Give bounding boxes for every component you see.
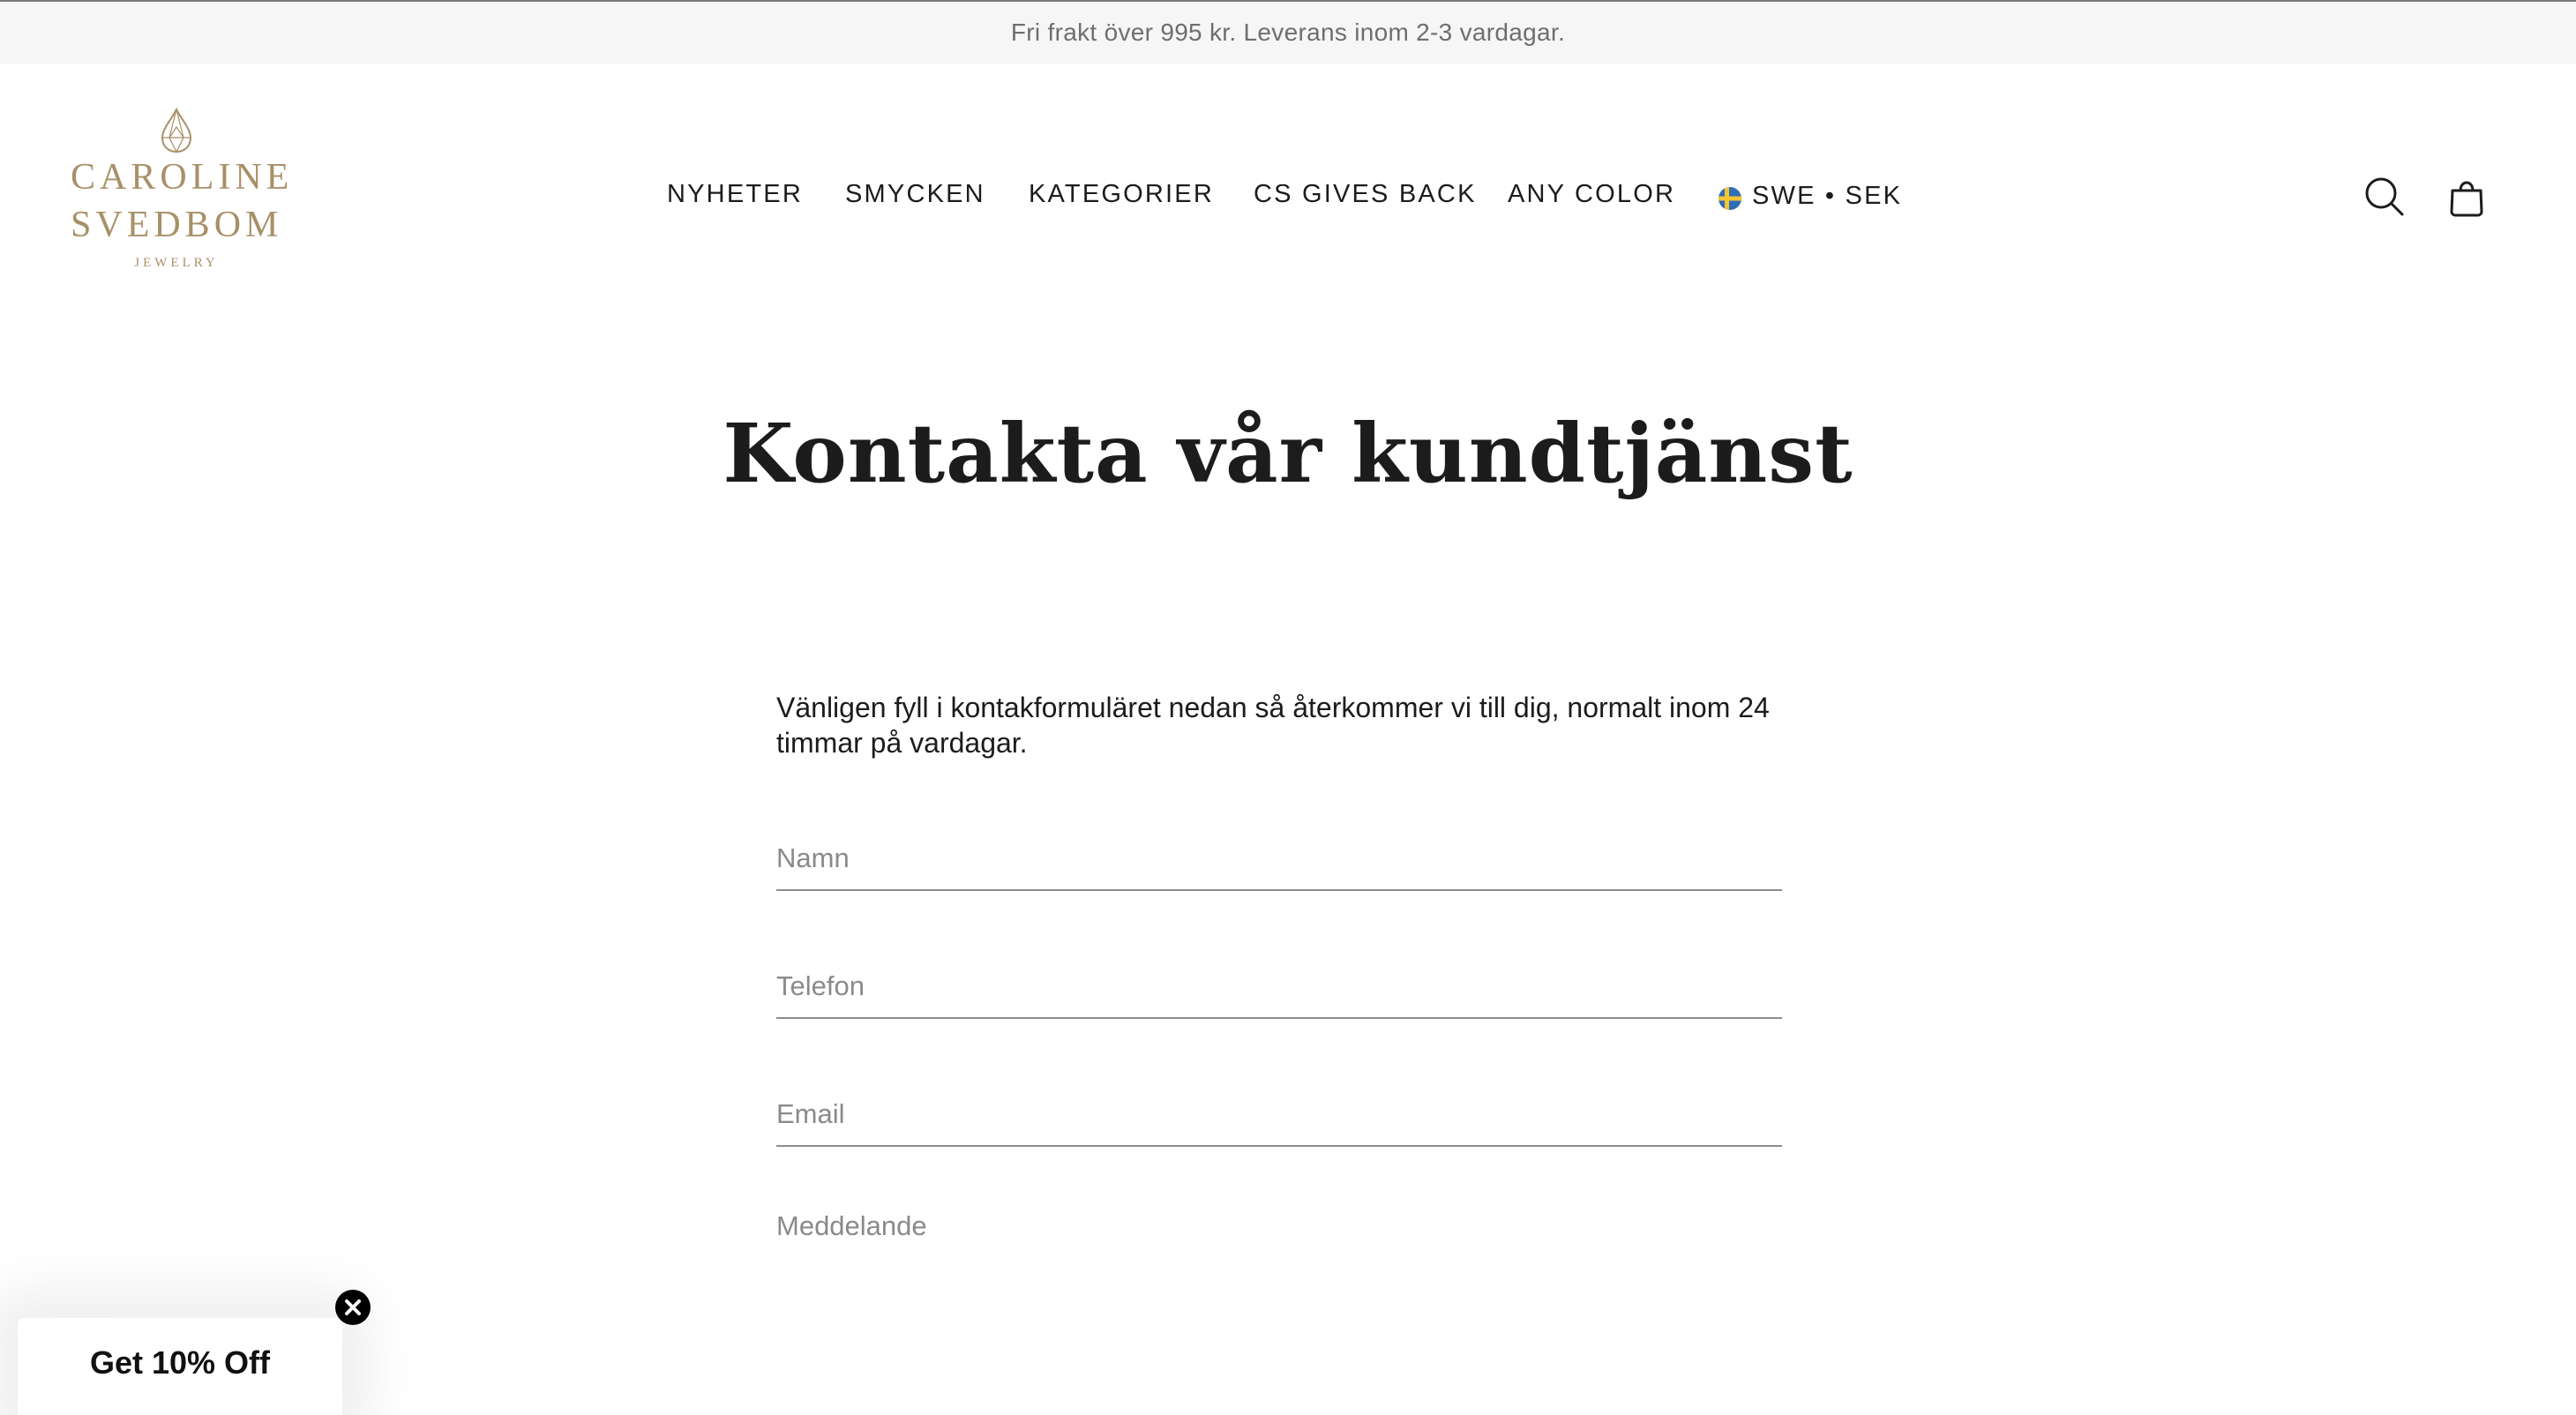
sweden-flag-icon <box>1719 187 1741 210</box>
intro-line-1: Vänligen fyll i kontakformuläret nedan så återkommer vi till dig, normalt inom 24 <box>776 692 1770 723</box>
nav-item-cs-gives-back[interactable]: CS GIVES BACK <box>1254 180 1477 208</box>
nav-item-nyheter[interactable]: NYHETER <box>667 180 803 208</box>
announcement-bar <box>0 0 2576 64</box>
page-title: Kontakta vår kundtjänst <box>723 406 1853 501</box>
site-header <box>0 64 2576 328</box>
email-field[interactable] <box>776 1083 1782 1147</box>
nav-item-smycken[interactable]: SMYCKEN <box>845 180 985 208</box>
brand-tagline: JEWELRY <box>134 256 219 270</box>
message-field[interactable] <box>776 1202 1782 1316</box>
search-icon[interactable] <box>2364 176 2405 221</box>
intro-line-2: timmar på vardagar. <box>776 727 1028 759</box>
close-icon[interactable] <box>335 1290 371 1325</box>
announcement-text: Fri frakt över 995 kr. Leverans inom 2-3 vardagar. <box>1010 19 1566 46</box>
intro-text <box>776 690 1800 760</box>
discount-popup-button[interactable] <box>18 1318 342 1415</box>
gem-icon <box>159 108 194 153</box>
nav-item-any-color[interactable]: ANY COLOR <box>1508 180 1676 208</box>
shopping-bag-icon[interactable] <box>2449 176 2484 221</box>
brand-name-line2: SVEDBOM <box>71 205 283 245</box>
main-nav <box>0 180 2576 224</box>
discount-popup-label: Get 10% Off <box>89 1344 271 1381</box>
nav-item-kategorier[interactable]: KATEGORIER <box>1029 180 1214 208</box>
brand-name-line1: CAROLINE <box>71 157 294 198</box>
phone-field[interactable] <box>776 955 1782 1019</box>
locale-selector[interactable]: SWE • SEK <box>1752 182 1903 210</box>
name-field[interactable] <box>776 827 1782 891</box>
